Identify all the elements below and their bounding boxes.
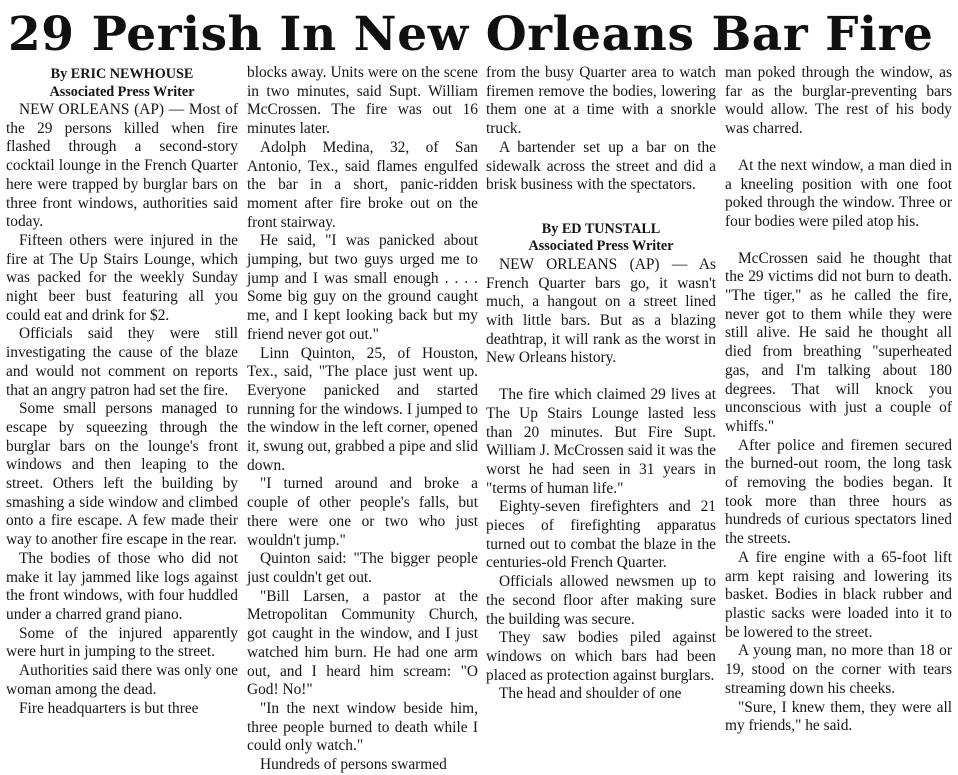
paragraph: The head and shoulder of one bbox=[499, 685, 682, 703]
paragraph: Fifteen others were injured in the fire at The Up Stairs Lounge, which was packed for the weekly Sunday night beer bust featuring all you could eat and drink for $2. bbox=[6, 231, 238, 324]
byline-agency: Associated Press Writer bbox=[528, 238, 674, 255]
paragraph: A young man, no more than 18 or 19, stood on the corner with tears streaming down his cheeks. bbox=[725, 642, 952, 697]
paragraph: Eighty-seven firefighters and 21 pieces of firefighting apparatus turned out to combat the blaze in the centuries-old French Quarter. bbox=[486, 498, 716, 572]
byline-agency: Associated Press Writer bbox=[49, 83, 195, 100]
article-column-3 bbox=[486, 64, 716, 724]
paragraph: Linn Quinton, 25, of Houston, Tex., said, "The place just went up. Everyone panicked and started running for the windows. I jumped to the window in the left corner, opened it, swung out, grabbed a pipe and slid down. bbox=[247, 344, 478, 474]
paragraph: Hundreds of persons swarmed bbox=[260, 756, 447, 774]
paragraph: Officials said they were still investigating the cause of the blaze and would not comment on reports that an angry patron had set the fire. bbox=[6, 325, 238, 399]
paragraph: At the next window, a man died in a kneeling position with one foot poked through the window. Three or four bodies were piled atop his. bbox=[725, 156, 952, 230]
paragraph: "Bill Larsen, a pastor at the Metropolitan Community Church, got caught in the window, and I just watched him burn. He had one arm out, and I heard him scream: "O God! No!" bbox=[247, 587, 478, 699]
paragraph: Adolph Medina, 32, of San Antonio, Tex., said flames engulfed the bar in a short, panic-ridden moment after fire broke out on the front stairway. bbox=[247, 138, 478, 231]
byline-author: By ED TUNSTALL bbox=[541, 220, 661, 237]
article-column-2 bbox=[247, 64, 478, 774]
paragraph: NEW ORLEANS (AP) — As French Quarter bars go, it wasn't much, a hangout on a street lined with little bars. But as a blazing deathtrap, it will rank as the worst in New Orleans history. bbox=[486, 255, 716, 367]
paragraph: The bodies of those who did not make it lay jammed like logs against the front windows, with four huddled under a charred grand piano. bbox=[6, 549, 238, 623]
article-column-4 bbox=[725, 64, 952, 735]
paragraph: Officials allowed newsmen up to the second floor after making sure the building was secure. bbox=[486, 573, 716, 628]
paragraph: The fire which claimed 29 lives at The Up Stairs Lounge lasted less than 20 minutes. But Fire Supt. William J. McCrossen said it was the worst he had seen in 31 years in "terms of human life." bbox=[486, 386, 716, 497]
byline-author: By ERIC NEWHOUSE bbox=[50, 66, 194, 82]
paragraph: Authorities said there was only one woman among the dead. bbox=[6, 662, 238, 698]
paragraph: A bartender set up a bar on the sidewalk across the street and did a brisk business with the spectators. bbox=[486, 138, 716, 194]
paragraph: McCrossen said he thought that the 29 victims did not burn to death. "The tiger," as he called the fire, never got to them while they were still alive. He said he thought all died from breathing "superheated gas, and I'm talking about 180 degrees. That will knock you unconscious with just a couple of whiffs." bbox=[725, 249, 952, 435]
paragraph: After police and firemen secured the burned-out room, the long task of removing the bodies began. It took more than three hours as hundreds of curious spectators lined the streets. bbox=[725, 436, 952, 548]
paragraph: Some small persons managed to escape by squeezing through the burglar bars on the lounge's front windows and then leaping to the street. Others left the building by smashing a side window and climbed onto a fire escape. A few made their way to another fire escape in the rear. bbox=[6, 400, 238, 549]
paragraph: "Sure, I knew them, they were all my friends," he said. bbox=[725, 698, 952, 735]
article-column-1 bbox=[6, 64, 238, 724]
paragraph: blocks away. Units were on the scene in two minutes, said Supt. William McCrossen. The fire was out 16 minutes later. bbox=[247, 64, 478, 138]
paragraph: They saw bodies piled against windows on which bars had been placed as protection against burglars. bbox=[486, 629, 716, 684]
paragraph: man poked through the window, as far as the burglar-preventing bars would allow. The rest of his body was charred. bbox=[725, 64, 952, 138]
paragraph: Quinton said: "The bigger people just couldn't get out. bbox=[247, 550, 478, 586]
paragraph: A fire engine with a 65-foot lift arm kept raising and lowering its basket. Bodies in black rubber and plastic sacks were loaded into it to be lowered to the street. bbox=[725, 548, 952, 641]
paragraph: He said, "I was panicked about jumping, but two guys urged me to jump and I was small enough . . . . Some big guy on the ground caught me, and I kept looking back but my friend never got out." bbox=[247, 232, 478, 343]
paragraph: from the busy Quarter area to watch firemen remove the bodies, lowering them one at a time with a snorkle truck. bbox=[486, 64, 716, 138]
paragraph: "In the next window beside him, three people burned to death while I could only watch." bbox=[247, 699, 478, 755]
paragraph: NEW ORLEANS (AP) — Most of the 29 persons killed when fire flashed through a second-story cocktail lounge in the French Quarter here were trapped by burglar bars on three front windows, authorities said today. bbox=[6, 101, 238, 231]
paragraph: Some of the injured apparently were hurt in jumping to the street. bbox=[6, 624, 238, 661]
paragraph: Fire headquarters is but three bbox=[19, 699, 199, 717]
paragraph: "I turned around and broke a couple of other people's falls, but there were one or two who just wouldn't jump." bbox=[247, 475, 478, 549]
headline: 29 Perish In New Orleans Bar Fire bbox=[8, 7, 934, 62]
